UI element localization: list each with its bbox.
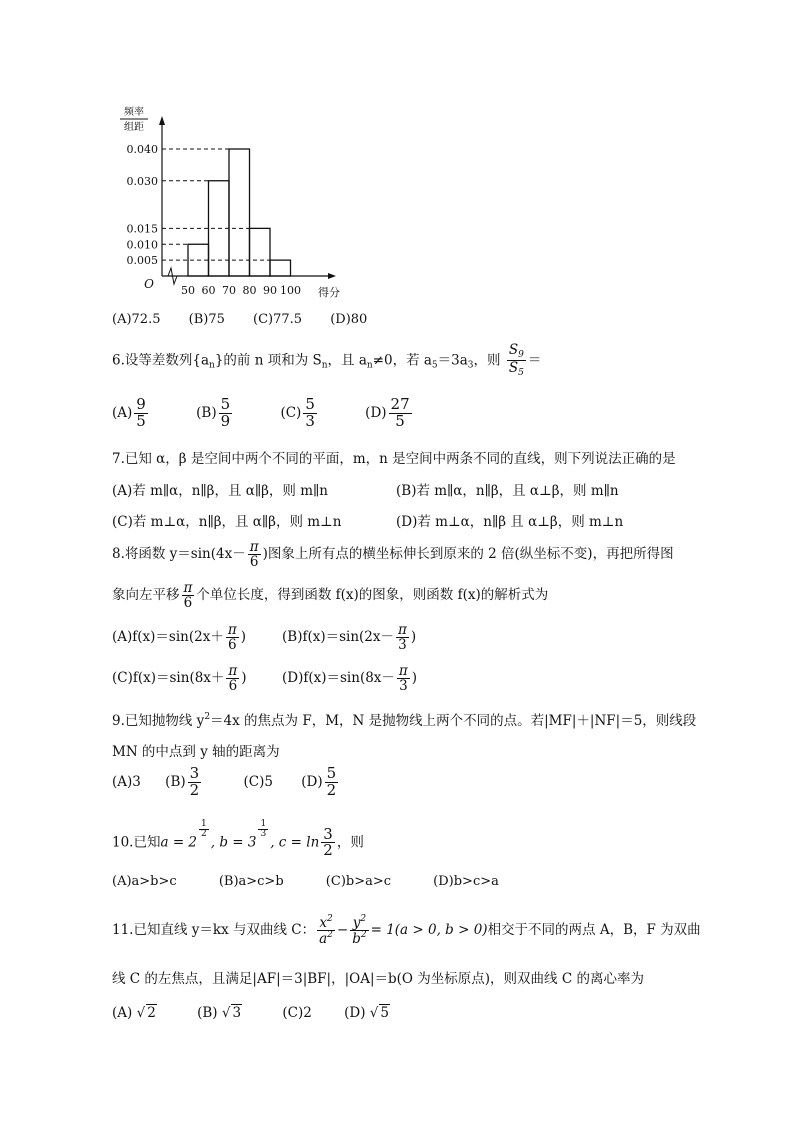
q7-option-b: (B)若 m∥α，n∥β，且 α⊥β，则 m∥n — [396, 483, 619, 499]
q9-option-d-label: (D) — [301, 773, 323, 790]
q11-option-d-radicand: 5 — [380, 1005, 389, 1021]
q11-x-frac: $\frac{x^2}{a^2}$ — [319, 914, 333, 948]
q5-options — [112, 312, 367, 327]
q6-sub-n2: n — [321, 360, 328, 371]
q5-option-d: (D)80 — [330, 312, 368, 327]
q8-six: 6 — [249, 554, 259, 571]
y-tick-label: 0.030 — [126, 174, 158, 188]
x-tick-label: 60 — [201, 284, 216, 297]
q11-option-a-radicand: 2 — [147, 1005, 156, 1021]
q9-option-d-num: 5 — [326, 764, 337, 782]
q6-text-a: 6.设等差数列{a — [112, 352, 210, 369]
q10-stem — [112, 820, 364, 859]
q8-option-c-pi: π — [228, 663, 238, 679]
histogram-chart — [110, 100, 360, 300]
q8-line2-a: 象向左平移 — [112, 587, 180, 604]
q11-cond: = 1(a > 0, b > 0) — [370, 922, 488, 939]
q5-option-c: (C)77.5 — [253, 312, 303, 327]
q11-minus: − — [336, 922, 349, 939]
q8-option-a-den: 6 — [227, 637, 237, 654]
q8-option-d-post: ) — [411, 670, 418, 687]
q7-option-c: (C)若 m⊥α，n∥β，且 α∥β，则 m⊥n — [112, 514, 342, 530]
q10-exp-a — [199, 820, 209, 840]
q9-option-b — [165, 766, 203, 799]
q9-options — [112, 766, 340, 799]
q6-option-a — [112, 397, 150, 430]
q8-option-a-post: ) — [240, 629, 246, 646]
q6-option-a-den: 5 — [136, 411, 146, 430]
q6-option-b — [196, 397, 234, 430]
q11-a: a — [319, 931, 328, 948]
q10-c-eq: , c = ln — [270, 834, 320, 851]
q11-option-a: (A) √ 2 — [112, 1005, 156, 1021]
q8-option-c-den: 6 — [228, 678, 238, 695]
q10-option-a: (A)a>b>c — [112, 874, 177, 889]
q8-pi-over-6-fraction — [248, 540, 261, 569]
q6-option-a-label: (A) — [112, 404, 133, 421]
q10-exp-b — [258, 820, 268, 840]
q6-option-d-label: (D) — [365, 404, 387, 421]
q7-stem: 7.已知 α，β 是空间中两个不同的平面，m，n 是空间中两条不同的直线，则下列说法正确的是 — [112, 451, 676, 467]
x-axis-arrow — [328, 273, 336, 279]
q8-shift-fraction — [182, 581, 195, 610]
q8-shift-six: 6 — [183, 595, 193, 612]
q11-option-b: (B) √ 3 — [197, 1005, 242, 1021]
q8-pi: π — [249, 539, 259, 555]
q6-option-a-num: 9 — [136, 395, 146, 413]
x-tick-label: 90 — [263, 284, 277, 297]
q9-line2: MN 的中点到 y 轴的距离为 — [112, 744, 280, 760]
q9-option-c: (C)5 — [243, 773, 273, 790]
q7-option-a: (A)若 m∥α，n∥β，且 α∥β，则 m∥n — [112, 483, 328, 499]
q9-option-a: (A)3 — [112, 773, 141, 790]
q8-shift-pi: π — [183, 580, 193, 596]
q6-frac-den: S — [508, 360, 519, 377]
q10-exp-a-den: 2 — [201, 829, 207, 840]
q8-line1-a: 8.将函数 y＝sin(4x－ — [112, 546, 246, 563]
histogram-bar — [229, 149, 250, 276]
q10-pre: 10.已知 — [112, 834, 161, 851]
q9-option-d-den: 2 — [326, 780, 337, 799]
q8-line2 — [112, 581, 548, 610]
q8-option-b-pi: π — [398, 622, 407, 638]
q9-line1-b: ＝4x 的焦点为 F，M，N 是抛物线上两个不同的点。若|MF|＋|NF|＝5，则线段 — [210, 713, 697, 729]
q9-line1-a: 9.已知抛物线 y — [112, 713, 205, 729]
q8-option-d-pi: π — [398, 663, 408, 679]
origin-label: O — [144, 277, 154, 291]
q11-pre: 11.已知直线 y＝kx 与双曲线 C： — [112, 922, 316, 939]
chart-layer — [120, 105, 340, 299]
q9-option-b-num: 3 — [189, 764, 200, 782]
q6-option-b-label: (B) — [196, 404, 217, 421]
q8-line2-b: 个单位长度，得到函数 f(x)的图象，则函数 f(x)的解析式为 — [196, 587, 549, 604]
q6-frac-den-sub: 5 — [518, 368, 524, 379]
q8-option-b-den: 3 — [398, 637, 407, 654]
q11-b: b — [352, 931, 361, 948]
q9-line1 — [112, 709, 696, 729]
q6-option-d — [365, 397, 413, 430]
q8-option-c — [112, 664, 247, 693]
q10-exp-b-num: 1 — [260, 819, 267, 829]
q6-stem — [112, 343, 541, 379]
q5-option-b: (B)75 — [188, 312, 225, 327]
x-tick-label: 50 — [181, 284, 195, 297]
q11-post: 相交于不同的两点 A，B，F 为双曲 — [487, 922, 701, 939]
q8-option-d — [282, 664, 417, 693]
q6-option-d-den: 5 — [395, 411, 405, 430]
q10-b-eq: , b = 3 — [210, 834, 257, 851]
q11-option-d-label: (D) — [344, 1005, 366, 1021]
q11-line2: 线 C 的左焦点，且满足|AF|＝3|BF|，|OA|＝b(O 为坐标原点)，则双曲线 C 的离心率为 — [112, 971, 644, 987]
q11-option-b-radicand: 3 — [232, 1005, 242, 1021]
q10-option-b: (B)a>c>b — [218, 874, 284, 889]
q6-options — [112, 397, 414, 430]
q6-frac-num: S — [508, 342, 519, 358]
q6-option-c-den: 3 — [305, 411, 315, 430]
q9-sup2: 2 — [204, 712, 211, 722]
q8-option-a-pi: π — [227, 622, 237, 638]
y-axis-label-top: 频率 — [124, 107, 144, 118]
q9-option-b-label: (B) — [165, 773, 186, 790]
y-axis-label-bottom: 组距 — [124, 122, 144, 133]
q8-option-d-den: 3 — [399, 678, 408, 695]
q5-option-a: (A)72.5 — [112, 312, 161, 327]
x-tick-label: 100 — [280, 284, 301, 297]
q11-line1 — [112, 915, 701, 946]
q9-option-d — [301, 766, 340, 799]
q11-option-a-label: (A) — [112, 1005, 133, 1021]
q8-option-c-pre: (C)f(x)＝sin(8x＋ — [112, 670, 225, 687]
q10-a-eq: a = 2 — [160, 834, 198, 851]
q6-option-c — [280, 397, 318, 430]
q11-option-d: (D) √ 5 — [344, 1005, 389, 1021]
q8-option-b-post: ) — [410, 629, 417, 646]
q6-text-c: ，且 a — [327, 352, 367, 369]
q11-option-b-label: (B) — [197, 1005, 218, 1021]
q6-text-e: ＝3a — [437, 352, 468, 369]
q8-option-b — [282, 623, 416, 652]
q6-text-b: }的前 n 项和为 S — [214, 352, 322, 369]
q8-line1-b: )图象上所有点的横坐标伸长到原来的 2 倍(纵坐标不变)，再把所得图 — [262, 546, 674, 563]
q6-sub-3: 3 — [467, 360, 474, 371]
q6-option-c-num: 5 — [305, 395, 315, 413]
q8-option-a-pre: (A)f(x)＝sin(2x＋ — [112, 629, 224, 646]
y-axis-arrow — [159, 116, 165, 125]
q10-post: ，则 — [336, 834, 364, 851]
q10-option-d: (D)b>c>a — [433, 874, 499, 889]
q6-text-g: ＝ — [527, 352, 542, 369]
q6-ratio-fraction — [507, 343, 526, 379]
q6-frac-num-sub: 9 — [518, 350, 524, 360]
q6-sub-n3: n — [366, 360, 373, 371]
histogram-bar — [270, 260, 291, 276]
q10-ln-num: 3 — [323, 824, 333, 843]
q6-option-d-num: 27 — [390, 395, 410, 413]
q10-option-c: (C)b>a>c — [325, 874, 392, 889]
q10-exp-a-num: 1 — [201, 819, 207, 829]
q6-text-d: ≠0，若 a — [372, 352, 432, 369]
q11-x: x — [319, 915, 327, 931]
q11-options — [112, 1004, 390, 1021]
q10-ln-den: 2 — [323, 841, 333, 860]
histogram-bar — [250, 228, 271, 276]
q6-option-b-den: 9 — [220, 411, 231, 430]
q7-option-d: (D)若 m⊥α，n∥β 且 α⊥β，则 m⊥n — [396, 514, 624, 530]
x-tick-label: 70 — [222, 284, 236, 297]
q8-line1 — [112, 540, 674, 569]
y-tick-label: 0.010 — [126, 238, 158, 252]
q8-option-d-pre: (D)f(x)＝sin(8x－ — [282, 670, 395, 687]
q8-option-c-post: ) — [241, 670, 247, 687]
q6-sub-5: 5 — [431, 360, 438, 371]
q10-ln-fraction — [321, 824, 335, 860]
x-tick-label: 80 — [242, 284, 257, 297]
q11-y: y — [352, 915, 361, 931]
y-tick-label: 0.015 — [126, 222, 158, 236]
y-tick-label: 0.005 — [126, 254, 158, 268]
q6-sub-n1: n — [209, 360, 215, 371]
q8-option-a — [112, 623, 246, 652]
q10-options — [112, 874, 499, 889]
q11-y-frac: $\frac{y^2}{b^2}$ — [352, 914, 367, 948]
y-tick-label: 0.040 — [126, 143, 158, 156]
q8-option-b-pre: (B)f(x)＝sin(2x－ — [282, 629, 395, 646]
q6-option-b-num: 5 — [220, 395, 231, 413]
q11-option-c: (C)2 — [282, 1005, 312, 1021]
q10-exp-b-den: 3 — [260, 829, 267, 840]
q6-text-f: ，则 — [473, 352, 501, 369]
q6-option-c-label: (C) — [280, 404, 302, 421]
q9-option-b-den: 2 — [189, 780, 200, 799]
x-axis-label: 得分 — [318, 286, 340, 299]
